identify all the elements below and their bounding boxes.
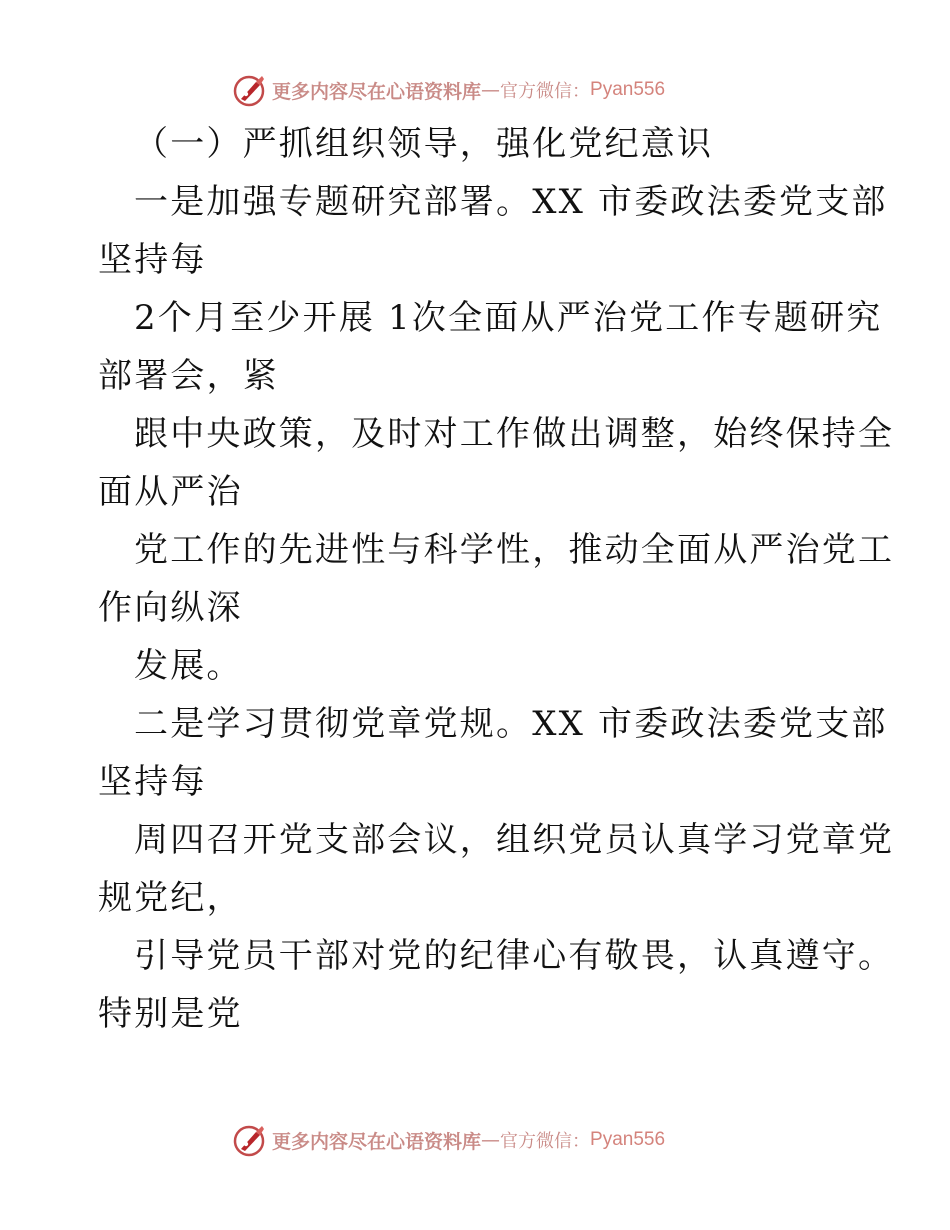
watermark-wechat-id: Pyan556 (590, 79, 666, 100)
watermark-wechat-id: Pyan556 (590, 1129, 666, 1150)
watermark-sub-text: 官方微信： (500, 81, 591, 102)
paragraph-line: 作向纵深 (98, 588, 243, 628)
header-watermark (232, 70, 752, 110)
paragraph-line: 跟中央政策，及时对工作做出调整，始终保持全 (134, 414, 895, 454)
paragraph-line: 周四召开党支部会议，组织党员认真学习党章党 (134, 820, 895, 860)
pen-logo-icon (232, 1122, 268, 1158)
footer-watermark (232, 1120, 752, 1160)
paragraph-line: 特别是党 (98, 994, 243, 1034)
section-heading: （一）严抓组织领导，强化党纪意识 (134, 124, 714, 164)
paragraph-line: 一是加强专题研究部署。XX 市委政法委党支部 (134, 182, 888, 222)
paragraph-line: 2个月至少开展 1次全面从严治党工作专题研究 (134, 298, 883, 338)
paragraph-line: 发展。 (134, 646, 243, 686)
watermark-dash: — (481, 79, 501, 101)
paragraph-line: 面从严治 (98, 472, 243, 512)
paragraph-line: 党工作的先进性与科学性，推动全面从严治党工 (134, 530, 895, 570)
paragraph-line: 规党纪， (98, 878, 243, 918)
pen-logo-icon (232, 72, 268, 108)
watermark-main-text: 更多内容尽在心语资料库 (272, 1130, 482, 1153)
watermark-sub-text: 官方微信： (500, 1131, 591, 1152)
paragraph-line: 二是学习贯彻党章党规。XX 市委政法委党支部 (134, 704, 888, 744)
paragraph-line: 坚持每 (98, 240, 207, 280)
watermark-main-text: 更多内容尽在心语资料库 (272, 80, 482, 103)
paragraph-line: 部署会，紧 (98, 356, 279, 396)
paragraph-line: 坚持每 (98, 762, 207, 802)
watermark-dash: — (481, 1129, 501, 1151)
paragraph-line: 引导党员干部对党的纪律心有敬畏，认真遵守。 (134, 936, 895, 976)
